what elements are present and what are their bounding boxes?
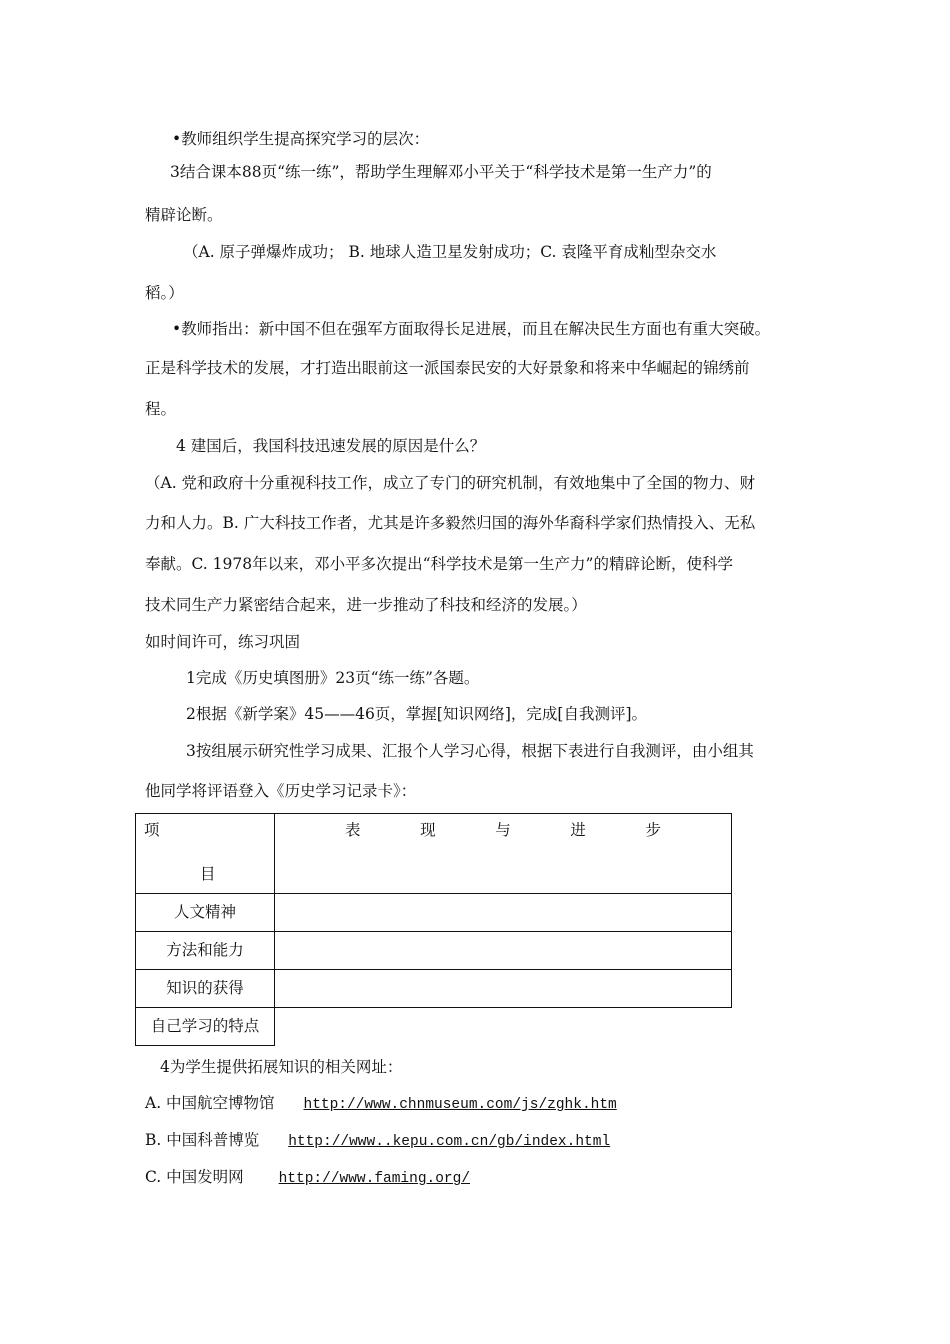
row-value-cell (275, 932, 732, 970)
resources-heading: 4为学生提供拓展知识的相关网址： (160, 1058, 403, 1076)
header-perf-char: 与 (495, 821, 511, 839)
link-row (145, 1093, 617, 1115)
row-value-cell (275, 894, 732, 932)
kepu-link[interactable]: http://www..kepu.com.cn/gb/index.html (288, 1134, 611, 1150)
answer-3-line-2: 稻。） (145, 284, 184, 302)
item-3-line-2: 精辟论断。 (145, 206, 223, 224)
row-value-cell (275, 970, 732, 1008)
question-4: 4 建国后，我国科技迅速发展的原因是什么？ (176, 437, 486, 455)
faming-link[interactable]: http://www.faming.org/ (278, 1171, 471, 1187)
practice-heading: 如时间许可，练习巩固 (145, 633, 301, 651)
answer-4-line-3: 奉献。C. 1978年以来，邓小平多次提出“科学技术是第一生产力”的精辟论断，使科学 (145, 555, 733, 573)
header-perf-char: 表 (345, 821, 361, 839)
header-perf-char: 现 (420, 821, 436, 839)
practice-item-3-line-2: 他同学将评语登入《历史学习记录卡》： (145, 782, 417, 800)
row-label: 人文精神 (136, 894, 275, 932)
link-label: B. 中国科普博览 (145, 1131, 260, 1149)
answer-4-line-4: 技术同生产力紧密结合起来，进一步推动了科技和经济的发展。） (145, 596, 587, 614)
practice-item-3-line-1: 3按组展示研究性学习成果、汇报个人学习心得，根据下表进行自我测评，由小组其 (186, 742, 754, 760)
teacher-note-line-2: 正是科学技术的发展，才打造出眼前这一派国泰民安的大好景象和将来中华崛起的锦绣前 (145, 359, 750, 377)
row-label: 自己学习的特点 (136, 1008, 275, 1046)
header-item-cell (136, 814, 275, 894)
link-row (145, 1130, 610, 1152)
teacher-note-line-1: •教师指出：新中国不但在强军方面取得长足进展，而且在解决民生方面也有重大突破。 (172, 320, 771, 338)
link-label: C. 中国发明网 (145, 1168, 244, 1186)
table-row (136, 1008, 732, 1046)
link-row (145, 1167, 470, 1189)
table-row (136, 894, 732, 932)
row-label: 方法和能力 (136, 932, 275, 970)
bullet-teacher-organize: •教师组织学生提高探究学习的层次： (172, 130, 430, 148)
header-item-1: 项 (144, 821, 160, 839)
answer-3-line-1: （A. 原子弹爆炸成功； B. 地球人造卫星发射成功；C. 袁隆平育成籼型杂交水 (183, 243, 717, 261)
row-label: 知识的获得 (136, 970, 275, 1008)
header-perf-char: 步 (645, 821, 661, 839)
table-header-row (136, 814, 732, 894)
header-item-2: 目 (200, 865, 216, 883)
museum-link[interactable]: http://www.chnmuseum.com/js/zghk.htm (303, 1097, 617, 1113)
header-perf-char: 进 (570, 821, 586, 839)
header-performance-cell (275, 814, 732, 894)
table-row (136, 970, 732, 1008)
row-value-cell (275, 1008, 732, 1046)
practice-item-2: 2根据《新学案》45——46页，掌握[知识网络]，完成[自我测评]。 (186, 705, 647, 723)
link-label: A. 中国航空博物馆 (145, 1094, 275, 1112)
practice-item-1: 1完成《历史填图册》23页“练一练”各题。 (186, 669, 480, 687)
answer-4-line-2: 力和人力。B. 广大科技工作者，尤其是许多毅然归国的海外华裔科学家们热情投入、无私 (145, 514, 756, 532)
answer-4-line-1: （A. 党和政府十分重视科技工作，成立了专门的研究机制，有效地集中了全国的物力、财 (145, 474, 756, 492)
table-row (136, 932, 732, 970)
item-3-line-1: 3结合课本88页“练一练”，帮助学生理解邓小平关于“科学技术是第一生产力”的 (170, 163, 712, 181)
teacher-note-line-3: 程。 (145, 400, 177, 418)
self-evaluation-table (135, 813, 732, 1046)
